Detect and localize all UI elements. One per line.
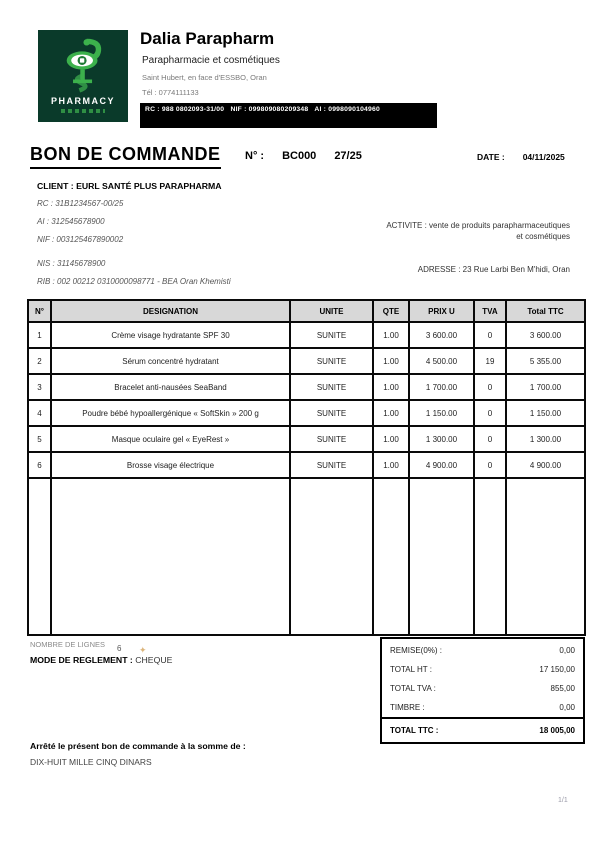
table-cell: 4 900.00 [409, 452, 474, 478]
order-number-value: BC000 [282, 150, 317, 162]
total-tva-row [382, 679, 583, 698]
col-header-prix: PRIX U [409, 300, 474, 322]
table-cell: Bracelet anti-nausées SeaBand [51, 374, 290, 400]
table-cell: 5 355.00 [506, 348, 585, 374]
total-ht-label: TOTAL HT : [390, 665, 432, 675]
timbre-row [382, 698, 583, 717]
table-cell: SUNITE [290, 400, 373, 426]
table-cell: 1 [28, 322, 51, 348]
client-nis: NIS : 31145678900 [37, 259, 106, 268]
table-cell: 6 [28, 452, 51, 478]
table-cell: 1.00 [373, 374, 409, 400]
company-address: Saint Hubert, en face d'ESSBO, Oran [142, 73, 267, 82]
client-ai: AI : 312545678900 [37, 217, 105, 226]
table-cell: 1 150.00 [506, 400, 585, 426]
total-ht-row [382, 660, 583, 679]
table-row [28, 348, 585, 374]
table-cell: 3 600.00 [409, 322, 474, 348]
table-cell: 19 [474, 348, 506, 374]
table-cell: 0 [474, 400, 506, 426]
table-cell: Crème visage hydratante SPF 30 [51, 322, 290, 348]
table-cell: Brosse visage électrique [51, 452, 290, 478]
table-cell: 1 150.00 [409, 400, 474, 426]
date-value: 04/11/2025 [522, 152, 565, 162]
order-date [477, 152, 565, 162]
table-cell: 1.00 [373, 452, 409, 478]
client-name: CLIENT : EURL SANTÉ PLUS PARAPHARMA [37, 181, 222, 191]
client-rc: RC : 31B1234567-00/25 [37, 199, 124, 208]
sparkle-icon: ✦ [139, 645, 147, 655]
client-activity-line1: ACTIVITE : vente de produits parapharmaceutiques [386, 221, 570, 230]
remise-value: 0,00 [559, 646, 575, 656]
legal-line1: RC : 988 0802093-31/00 NIF : 099809080209348 AI : 0998090104960 [145, 106, 380, 113]
table-row [28, 322, 585, 348]
payment-mode-value: CHEQUE [135, 655, 173, 665]
table-header-row [28, 300, 585, 322]
company-logo [38, 30, 128, 122]
client-address: ADRESSE : 23 Rue Larbi Ben M'hidi, Oran [417, 265, 570, 274]
col-header-designation: DESIGNATION [51, 300, 290, 322]
company-name: Dalia Parapharm [140, 29, 275, 48]
company-phone: Tél : 0774111133 [142, 88, 199, 97]
table-cell: 4 900.00 [506, 452, 585, 478]
col-header-num: N° [28, 300, 51, 322]
table-cell: 1.00 [373, 426, 409, 452]
table-cell: 1.00 [373, 400, 409, 426]
table-cell: 1 700.00 [409, 374, 474, 400]
lines-count-label: NOMBRE DE LIGNES [30, 640, 106, 649]
date-label: DATE : [477, 152, 505, 162]
table-cell: 1 700.00 [506, 374, 585, 400]
table-cell: SUNITE [290, 426, 373, 452]
table-cell: SUNITE [290, 452, 373, 478]
client-nif: NIF : 003125467890002 [37, 235, 124, 244]
table-cell: SUNITE [290, 322, 373, 348]
page-number: 1/1 [558, 797, 568, 804]
total-tva-value: 855,00 [550, 684, 575, 694]
total-ht-value: 17 150,00 [539, 665, 575, 675]
pharmacy-bowl-icon [54, 36, 112, 94]
table-cell: 0 [474, 374, 506, 400]
table-cell: Sérum concentré hydratant [51, 348, 290, 374]
col-header-qte: QTE [373, 300, 409, 322]
table-cell: 0 [474, 452, 506, 478]
timbre-label: TIMBRE : [390, 703, 425, 713]
table-cell: 1.00 [373, 322, 409, 348]
table-row [28, 426, 585, 452]
total-ttc-value: 18 005,00 [539, 726, 575, 736]
table-cell: 3 600.00 [506, 322, 585, 348]
document-title: BON DE COMMANDE [30, 144, 221, 169]
table-row [28, 400, 585, 426]
table-cell: 0 [474, 426, 506, 452]
remise-label: REMISE(0%) : [390, 646, 443, 656]
total-ttc-row [382, 717, 583, 742]
table-cell: SUNITE [290, 374, 373, 400]
table-cell: 1 300.00 [506, 426, 585, 452]
table-cell: 1 300.00 [409, 426, 474, 452]
legal-line2: NIS : 09059217210 RIB : 1400007426-66 [145, 127, 283, 135]
logo-tagline [61, 109, 105, 113]
col-header-tva: TVA [474, 300, 506, 322]
order-number [245, 150, 380, 162]
table-cell: Poudre bébé hypoallergénique « SoftSkin » 200 g [51, 400, 290, 426]
col-header-unite: UNITE [290, 300, 373, 322]
table-cell: 3 [28, 374, 51, 400]
table-cell: 4 500.00 [409, 348, 474, 374]
table-cell: 5 [28, 426, 51, 452]
table-cell: SUNITE [290, 348, 373, 374]
remise-row [382, 641, 583, 660]
col-header-total: Total TTC [506, 300, 585, 322]
amount-in-words: DIX-HUIT MILLE CINQ DINARS [30, 757, 152, 767]
empty-table-row [28, 478, 585, 635]
timbre-value: 0,00 [559, 703, 575, 713]
total-ttc-label: TOTAL TTC : [390, 726, 439, 736]
logo-wordmark: PHARMACY [50, 96, 115, 106]
table-cell: 2 [28, 348, 51, 374]
order-number-label: N° : [245, 150, 265, 162]
table-row [28, 374, 585, 400]
totals-box [380, 637, 585, 744]
table-cell: 1.00 [373, 348, 409, 374]
payment-mode-label: MODE DE REGLEMENT : [30, 655, 133, 665]
items-table [27, 299, 586, 636]
table-cell: 4 [28, 400, 51, 426]
table-cell: 0 [474, 322, 506, 348]
client-activity-line2: et cosmétiques [516, 232, 570, 241]
lines-count-value: 6 [117, 644, 122, 653]
total-tva-label: TOTAL TVA : [390, 684, 436, 694]
order-number-suffix: 27/25 [334, 150, 362, 162]
client-rib: RIB : 002 00212 0310000098771 - BEA Oran Khemisti [37, 277, 231, 286]
legal-info-bar [140, 103, 437, 135]
company-subtitle: Parapharmacie et cosmétiques [142, 55, 280, 66]
table-row [28, 452, 585, 478]
payment-mode [30, 655, 172, 665]
amount-in-words-label: Arrêté le présent bon de commande à la somme de : [30, 741, 246, 751]
table-cell: Masque oculaire gel « EyeRest » [51, 426, 290, 452]
